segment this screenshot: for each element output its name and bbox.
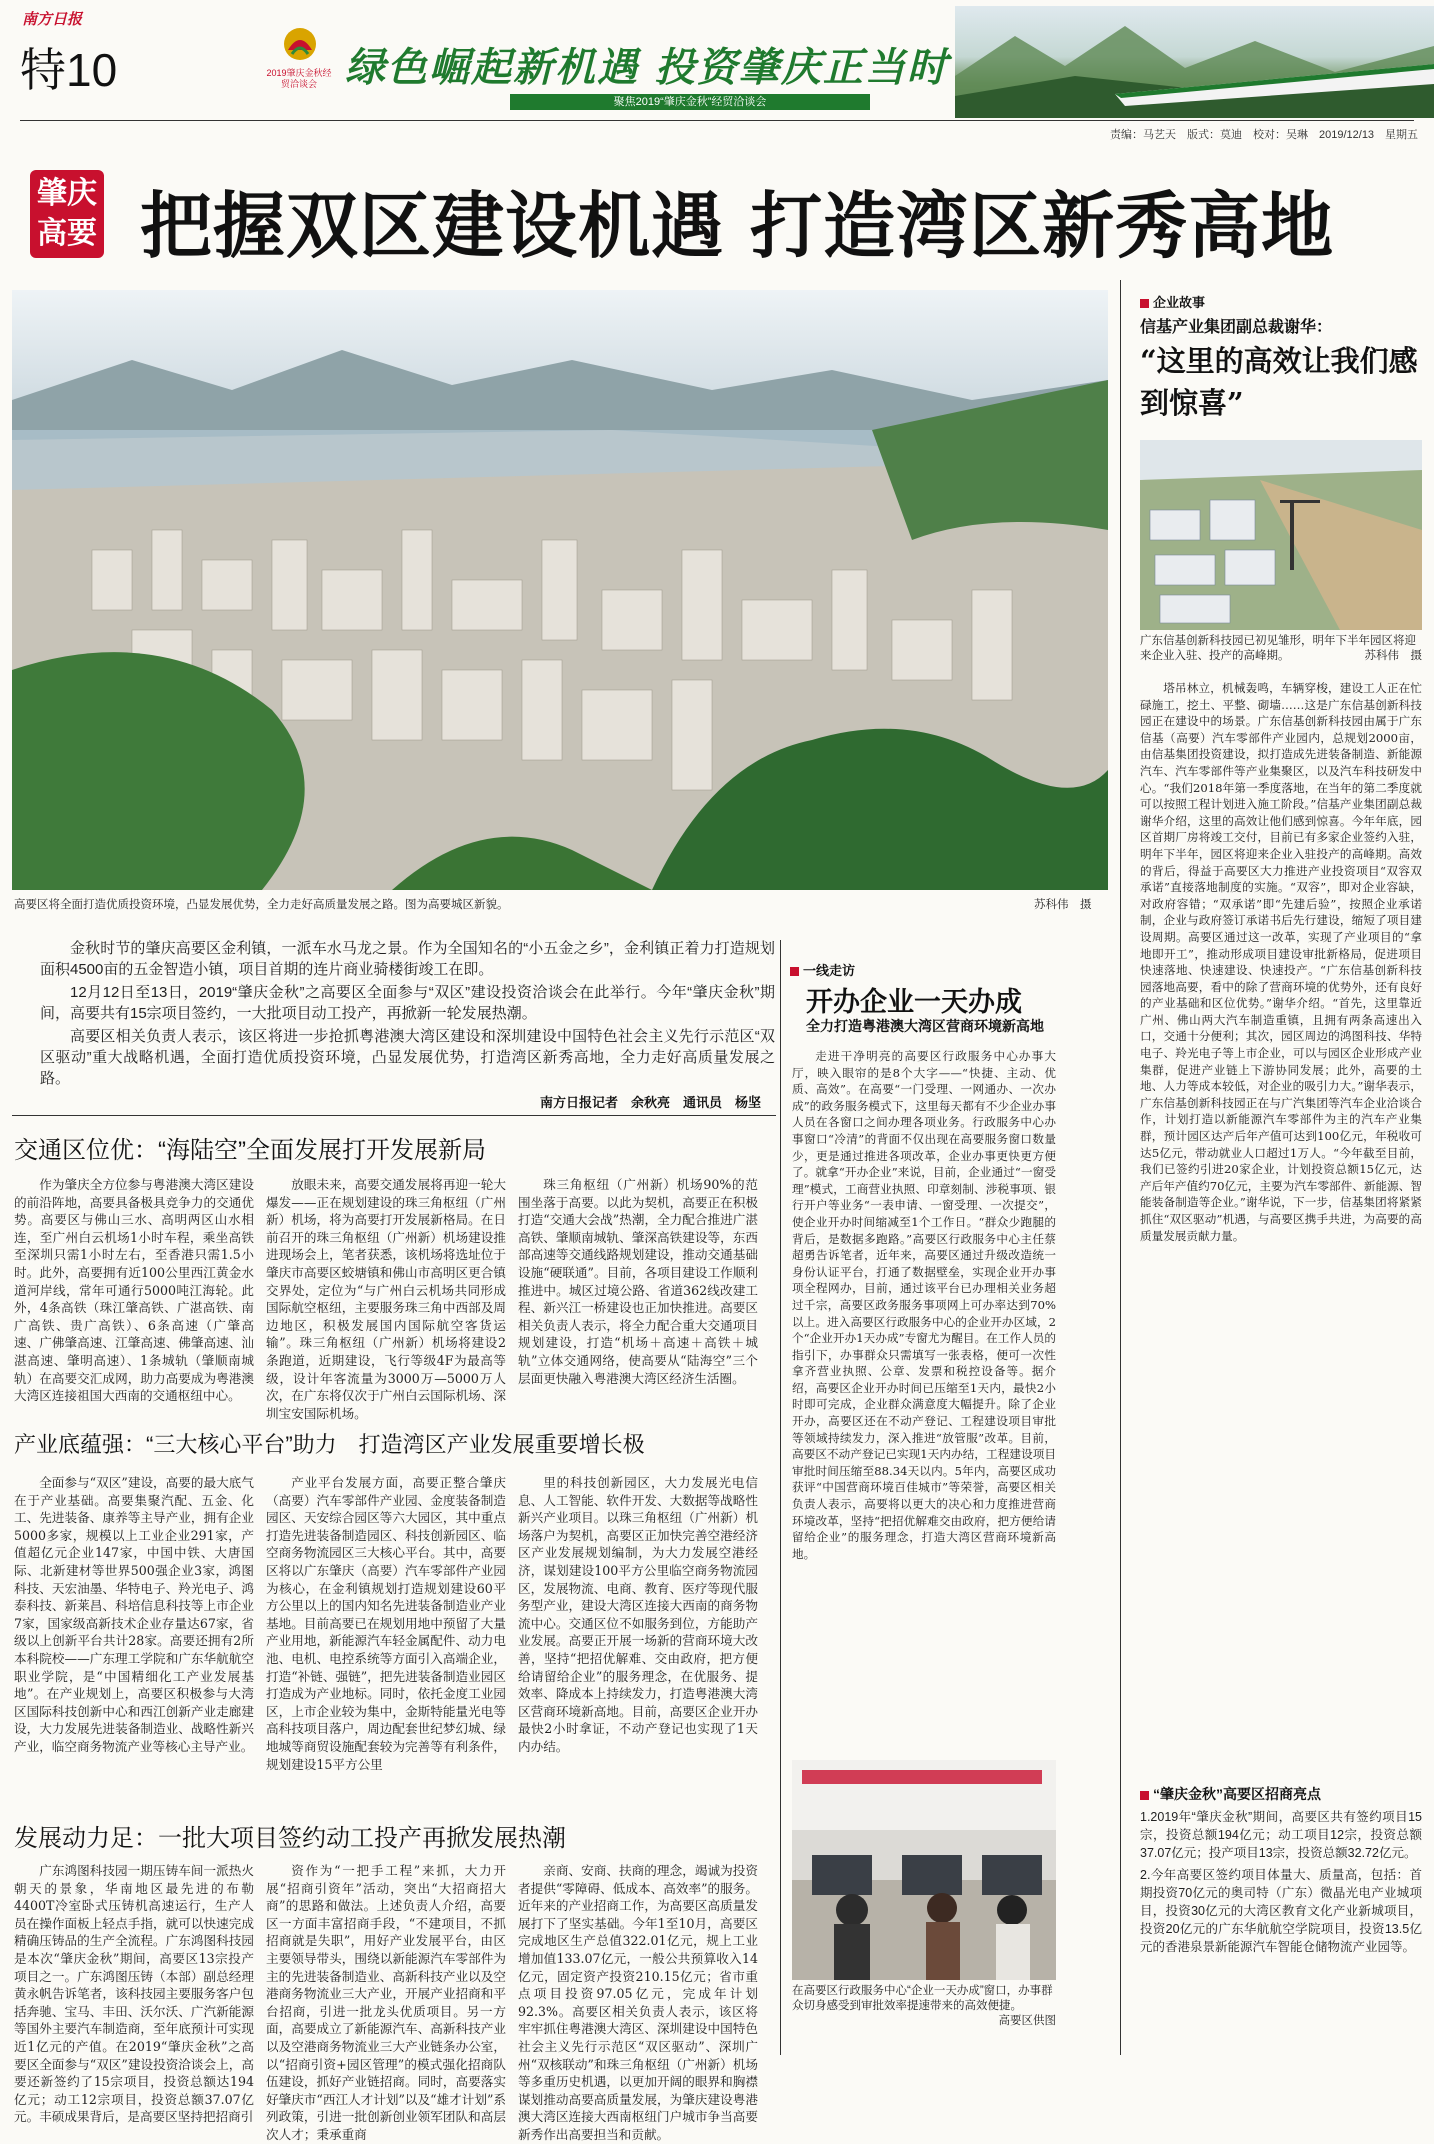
section2-col2: 产业平台发展方面，高要正整合肇庆（高要）汽车零部件产业园、金度装备制造园区、天安综合园区等六大园区，其中重点打造先进装备制造园区、科技创新园区、临空商务物流园区三大核心平台。其中，高要区将以广东肇庆（高要）汽车零部件产业园为核心，在金利镇规划打造规划建设60平方公里以上的国内知名先进装备制造业产业基地。目前高要已在规划用地中预留了大量产业用地，新能源汽车轻金属配件、动力电池、电机、电控系统等方面引入高端企业，打造“补链、强链”，把先进装备制造业园区打造成为产业地标。同时，依托金度工业园区，上市企业较为集中，金斯特能量光电等高科技项目落户，周边配套世纪梦幻城、绿地城等商贸设施配套较为完善等有利条件，规划建设15平方公里 [266, 1475, 506, 1772]
section2-heading: 产业底蕴强：“三大核心平台”助力 打造湾区产业发展重要增长极 [14, 1432, 645, 1457]
paper-name: 南方日报 [22, 10, 83, 28]
industrial-park-photo [1140, 440, 1422, 630]
main-photo-credit: 苏科伟 摄 [1034, 899, 1092, 911]
onestop-photo-caption: 在高要区行政服务中心“企业一天办成”窗口，办事群众切身感受到审批效率提速带来的高效便捷。 高要区供图 [792, 1985, 1056, 2027]
lead-p1: 金秋时节的肇庆高要区金利镇，一派车水马龙之景。作为全国知名的“小五金之乡”，金利镇正着力打造规划面积4500亩的五金智造小镇，项目首期的连片商业骑楼街竣工在即。 [40, 940, 775, 978]
credits: 责编：马艺天 版式：莫迪 校对：吴琳 2019/12/13 星期五 [1110, 129, 1419, 141]
service-hall-photo [792, 1760, 1056, 1980]
highlights-list [1140, 1808, 1422, 1956]
event-emblem-icon [270, 24, 330, 64]
main-photo [12, 290, 1108, 890]
region-badge: 肇庆 高要 [30, 170, 104, 258]
onestop-photo [792, 1760, 1056, 1980]
banner-sub: 聚焦2019“肇庆金秋”经贸洽谈会 [510, 94, 870, 110]
enterprise-kicker: 信基产业集团副总裁谢华： [1140, 317, 1333, 336]
main-photo-caption: 高要区将全面打造优质投资环境，凸显发展优势，全力走好高质量发展之路。图为高要城区新貌。 [14, 899, 509, 911]
column-divider [780, 940, 781, 2055]
enterprise-body: 塔吊林立，机械轰鸣，车辆穿梭，建设工人正在忙碌施工，挖土、平整、砌墙……这是广东信基创新科技园正在建设中的场景。广东信基创新科技园由属于广东信基（高要）汽车零部件产业园内，总规划2000亩，由信基集团投资建设，拟打造成先进装备制造、新能源汽车、汽车零部件等产业集聚区，以及汽车科技研发中心。“我们2018年第一季度落地，在当年的第二季度就可以按照工程计划进入施工阶段。”信基产业集团副总裁谢华介绍，这里的高效让他们感到惊喜。今年年底，园区首期厂房将竣工交付，目前已有多家企业签约入驻，明年下半年，园区将迎来企业入驻投产的高峰期。高效的背后，得益于高要区大力推进产业投资项目“双容双承诺”直接落地制度的实施。“双容”，即对企业容缺，对政府容错；“双承诺”即“先建后验”，按照企业承诺制，企业与政府签订承诺书后先行建设，缩短了项目建设周期。高要区通过这一改革，实现了产业项目的“拿地即开工”，推动形成项目建设审批新格局，促进项目快速落地、快速建设、快速投产。“广东信基创新科技园落地高要，看中的除了营商环境的优势外，还有良好的产业基础和区位优势。”谢华介绍。“首先，这里靠近广州、佛山两大汽车制造重镇，且拥有两条高速出入口，交通十分便利；其次，园区周边的鸿图科技、华特电子、羚光电子等上市企业，可以与园区企业形成产业集群，促进产业链上下游协同发展；此外，高要的土地、人力等成本较低，对企业的吸引力大。”谢华表示，广东信基创新科技园正在与广汽集团等汽车企业洽谈合作，计划打造以新能源汽车零部件为主的汽车产业集群，预计园区达产后年产值可达到100亿元，年税收可达5亿元，带动就业人口超过1万人。“今年截至目前，我们已签约引进20家企业，计划投资总额15亿元，达产后年产值约70亿元，主要为汽车零部件、新能源、智能装备制造等企业。”谢华说，下一步，信基集团将紧紧抓住“双区驱动”机遇，与高要区携手共进，为高要的高质量发展贡献力量。 [1140, 681, 1422, 1243]
section1-col1: 作为肇庆全方位参与粤港澳大湾区建设的前沿阵地，高要具备极具竞争力的交通优势。高要区与佛山三水、高明两区山水相连，至广州白云机场1小时车程，乘坐高铁至深圳只需1小时左右，至香港只需1.5小时。此外，高要拥有近100公里西江黄金水道河岸线，常年可通行5000吨江海轮。此外，4条高铁（珠江肇高铁、广湛高铁、南广高铁、贵广高铁）、6条高速（广肇高速、广佛肇高速、江肇高速、佛肇高速、汕湛高速、肇明高速）、1条城轨（肇顺南城轨）在高要交汇成网，助力高要成为粤港澳大湾区连接祖国大西南的交通枢纽中心。 [14, 1177, 254, 1404]
section1-col3: 珠三角枢纽（广州新）机场90%的范围坐落于高要。以此为契机，高要正在积极打造“交通大会战”热潮，全力配合推进广湛高铁、肇顺南城轨、肇深高铁建设等，东西部高速等交通线路规划建设，推动交通基础设施“硬联通”。目前，各项目建设工作顺利推进中。城区过境公路、省道362线改建工程、新兴江一桥建设也正加快推进。高要区相关负责人表示，将全力配合重大交通项目规划建设，打造“机场＋高速＋高铁＋城轨”立体交通网络，使高要从“陆海空”三个层面更快融入粤港澳大湾区经济生活圈。 [518, 1177, 758, 1386]
section3-col1: 广东鸿图科技园一期压铸车间一派热火朝天的景象，华南地区最先进的布勒4400T冷室卧式压铸机高速运行，生产人员在操作面板上轻点手指，就可以快速完成精确压铸品的生产全流程。广东鸿图科技园是本次“肇庆金秋”期间，高要区13宗投产项目之一。广东鸿图压铸（本部）副总经理黄永帆告诉笔者，该科技园主要服务客户包括奔驰、宝马、丰田、沃尔沃、广汽新能源等国外主要汽车制造商，至年底预计可实现近1亿元的产值。在2019“肇庆金秋”之高要区全面参与“双区”建设投资洽谈会上，高要还新签约了15宗项目，投资总额达194亿元；动工12宗项目，投资总额37.07亿元。丰硕成果背后，是高要区坚持把招商引 [14, 1863, 254, 2125]
enterprise-quote: “这里的高效让我们感到惊喜” [1140, 344, 1418, 420]
masthead [0, 0, 1434, 141]
page-label: 特10 [20, 44, 118, 96]
highlight-item-2: 2.今年高要区签约项目体量大、质量高，包括：首期投资70亿元的奥司特（广东）微晶光电产业城项目，投资30亿元的大湾区教育文化产业新城项目，投资20亿元的广东华航航空学院项目，投资13.5亿元的香港泉景新能源汽车智能仓储物流产业园等。 [1140, 1868, 1422, 1954]
onestop-subtitle: 全力打造粤港澳大湾区营商环境新高地 [806, 1018, 1044, 1034]
banner-landscape [955, 6, 1434, 118]
masthead-rule [20, 120, 1414, 121]
right-divider [1120, 280, 1121, 2055]
event-logo-text: 2019肇庆金秋经贸洽谈会 [266, 68, 332, 89]
lead-paragraphs [40, 938, 775, 1088]
lead-p3: 高要区相关负责人表示，该区将进一步抢抓粤港澳大湾区建设和深圳建设中国特色社会主义先行示范区“双区驱动”重大战略机遇，全面打造优质投资环境，凸显发展优势，打造湾区新秀高地，全力走好高质量发展之路。 [40, 1028, 775, 1087]
section3-heading: 发展动力足：一批大项目签约动工投产再掀发展热潮 [14, 1825, 566, 1852]
enterprise-photo-caption: 广东信基创新科技园已初见雏形，明年下半年园区将迎来企业入驻、投产的高峰期。 苏科伟 摄 [1140, 635, 1422, 662]
mountain-icon [955, 6, 1434, 118]
highlight-item-1: 1.2019年“肇庆金秋”期间，高要区共有签约项目15宗，投资总额194亿元；动工项目12宗，投资总额37.07亿元；投产项目13宗，投资总额32.72亿元。 [1140, 1810, 1422, 1860]
lead-p2: 12月12日至13日，2019“肇庆金秋”之高要区全面参与“双区”建设投资洽谈会在此举行。今年“肇庆金秋”期间，高要共有15宗项目签约，一大批项目动工投产，再掀新一轮发展热潮。 [40, 984, 775, 1022]
banner-slogan: 绿色崛起新机遇 投资肇庆正当时 [345, 44, 949, 91]
section2-col1: 全面参与“双区”建设，高要的最大底气在于产业基础。高要集聚汽配、五金、化工、先进装备、康养等主导产业，拥有企业5000多家，规模以上工业企业291家，产值超亿元企业147家，中国中铁、大唐国际、北新建材等世界500强企业3家，鸿图科技、天宏油墨、华特电子、羚光电子、鸿泰科技、新莱昌、科培信息科技等上市企业7家，国家级高新技术企业存量达67家，省级以上创新平台共计28家。高要还拥有2所本科院校——广东理工学院和广东华航航空职业学院，是“中国精细化工产业发展基地”。在产业规划上，高要区积极参与大湾区国际科技创新中心和西江创新产业走廊建设，大力发展先进装备制造业、战略性新兴产业，临空商务物流产业等核心主导产业。 [14, 1475, 254, 1754]
headline-title: 把握双区建设机遇 打造湾区新秀高地 [140, 183, 1335, 268]
byline: 南方日报记者 余秋亮 通讯员 杨坚 [540, 1095, 762, 1110]
section1-heading: 交通区位优：“海陆空”全面发展打开发展新局 [14, 1137, 486, 1164]
enterprise-tag: 企业故事 [1140, 292, 1205, 311]
lead-rule [12, 1115, 776, 1116]
event-logo [266, 24, 332, 89]
highlights-heading: “肇庆金秋”高要区招商亮点 [1140, 1784, 1321, 1804]
section2-col3: 里的科技创新园区，大力发展光电信息、人工智能、软件开发、大数据等战略性新兴产业项目。以珠三角枢纽（广州新）机场落户为契机，高要区正加快完善空港经济区产业发展规划编制，为大力发展空港经济，谋划建设100平方公里临空商务物流园区，发展物流、电商、教育、医疗等现代服务型产业，建设大湾区连接大西南的商务物流中心。交通区位不如服务到位，方能助产业发展。高要正开展一场新的营商环境大改善，坚持“把招优解难、交由政府，把方便给请留给企业”的服务理念，在优服务、提效率、降成本上持续发力，打造粤港澳大湾区营商环境新高地。目前，高要区企业开办最快2小时拿证，不动产登记也实现了1天内办结。 [518, 1475, 758, 1754]
section3-col2: 资作为“一把手工程”来抓，大力开展“招商引资年”活动，突出“大招商招大商”的思路和做法。上述负责人介绍，高要区一方面丰富招商手段，“不建项目，不抓招商就是失职”，用好产业发展平台，由区主要领导带头，围绕以新能源汽车零部件为主的先进装备制造业、高新科技产业以及空港商务物流业三大产业，开展产业招商和平台招商，引进一批龙头优质项目。另一方面，高要成立了新能源汽车、高新科技产业以及空港商务物流业三大产业链条办公室，以“招商引资+园区管理”的模式强化招商队伍建设，抓好产业链招商。同时，高要落实好肇庆市“西江人才计划”以及“雄才计划”系列政策，引进一批创新创业领军团队和高层次人才；秉承重商 [266, 1863, 506, 2142]
onestop-tag: 一线走访 [790, 960, 855, 979]
section3-col3: 亲商、安商、扶商的理念，竭诚为投资者提供“零障碍、低成本、高效率”的服务。近年来的产业招商工作，为高要区高质量发展打下了坚实基础。今年1至10月，高要区完成地区生产总值322.01亿元，规上工业增加值133.07亿元，一般公共预算收入14亿元，固定资产投资210.15亿元；省市重点项目投资97.05亿元，完成年计划92.3%。高要区相关负责人表示，该区将牢牢抓住粤港澳大湾区、深圳建设中国特色社会主义先行示范区“双区驱动”、深圳广州“双核联动”和珠三角枢纽（广州新）机场等多重历史机遇，以更加开阔的眼界和胸襟谋划推动高要高质量发展，为肇庆建设粤港澳大湾区连接大西南枢纽门户城市争当高要新秀作出高要担当和贡献。 [518, 1863, 758, 2142]
section1-col2: 放眼未来，高要交通发展将再迎一轮大爆发——正在规划建设的珠三角枢纽（广州新）机场，将为高要打开发展新格局。在日前召开的珠三角枢纽（广州新）机场建设推进现场会上，笔者获悉，该机场将选址位于肇庆市高要区蛟塘镇和佛山市高明区更合镇交界处，定位为“与广州白云机场共同形成国际航空枢纽，主要服务珠三角中西部及周边地区，积极发展国内国际航空客货运输”。珠三角枢纽（广州新）机场将建设2条跑道，近期建设，飞行等级4F为最高等级，设计年客流量为3000万—5000万人次，在广东将仅次于广州白云国际机场、深圳宝安国际机场。 [266, 1177, 506, 1421]
city-aerial-photo [12, 290, 1108, 890]
onestop-body: 走进干净明亮的高要区行政服务中心办事大厅，映入眼帘的是8个大字——“快捷、主动、优质、高效”。在高要“一门受理、一网通办、一次办成”的政务服务模式下，这里每天都有不少企业办事人员在各窗口之间办理各项业务。行政服务中心办事窗口“冷清”的背面不仅出现在高要服务窗口数量少，更是通过推进各项改革，企业办事更快更方便了。就拿“开办企业”来说，目前，企业通过“一窗受理”模式，工商营业执照、印章刻制、涉税事项、银行开户等业务“一表申请、一窗受理、一次提交”，使企业开办时间缩减至1个工作日。“群众少跑腿的背后，是数据多跑路。”高要区行政服务中心主任蔡超勇告诉笔者，近年来，高要区通过升级改造统一身份认证平台，打通了数据壁垒，实现企业开办事项全程网办，目前，通过该平台已办理相关业务超过千宗，高要区政务服务事项网上可办率达到70%以上。进入高要区行政服务中心的企业开办区域，2个“企业开办1天办成”专窗尤为醒目。在工作人员的指引下，办事群众只需填写一张表格，便可一次性拿齐营业执照、公章、发票和税控设备等。据介绍，高要区企业开办时间已压缩至1天内，最快2小时即可完成，企业群众满意度大幅提升。除了企业开办，高要区还在不动产登记、工程建设项目审批等领域持续发力，深入推进“放管服”改革。目前，高要区不动产登记已实现1天内办结，工程建设项目审批时间压缩至88.34天以内。5年内，高要区成功获评“中国营商环境百佳城市”等荣誉，高要区相关负责人表示，高要将以更大的决心和力度推进营商环境改革，坚持“把招优解难交由政府，把方便给请留给企业”的服务理念，打造大湾区营商环境新高地。 [792, 1049, 1056, 1561]
onestop-title: 开办企业一天办成 [806, 987, 1022, 1018]
enterprise-photo [1140, 440, 1422, 630]
